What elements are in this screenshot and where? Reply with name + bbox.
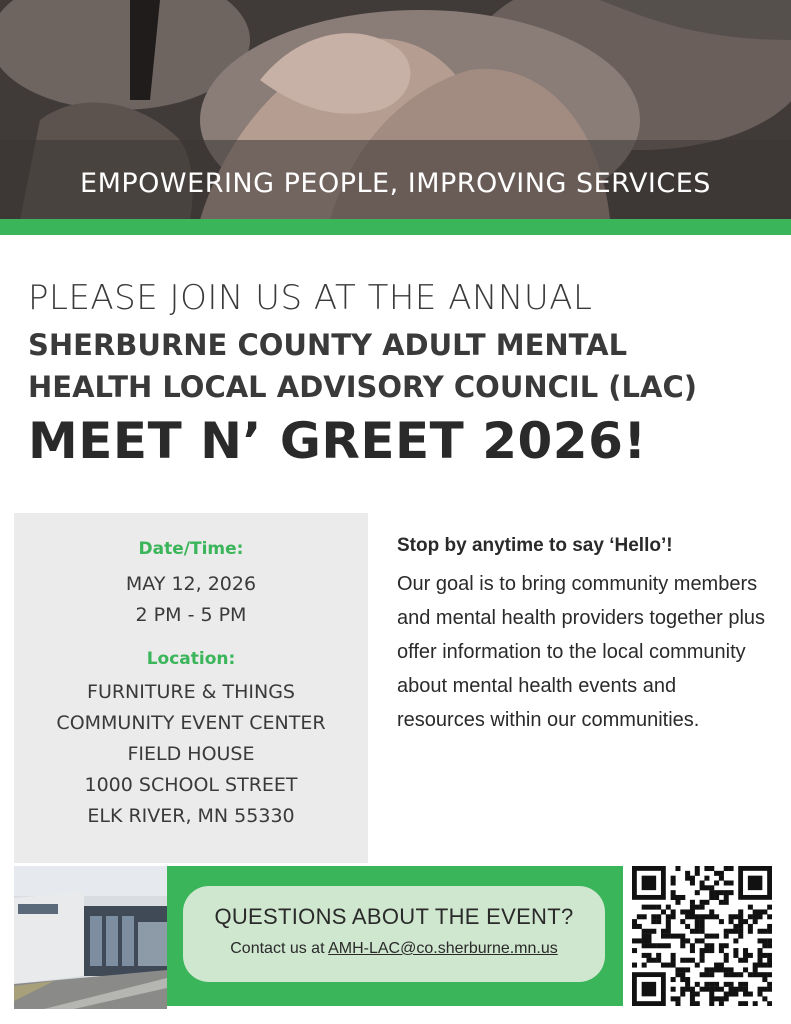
invitation-heading xyxy=(28,278,768,470)
date-time-label: Date/Time: xyxy=(138,539,244,559)
qr-code-graphic xyxy=(632,866,772,1006)
event-description xyxy=(397,535,767,737)
hero-accent-bar xyxy=(0,219,791,235)
hero-tagline: EMPOWERING PEOPLE, IMPROVING SERVICES xyxy=(80,168,711,199)
event-details-box xyxy=(14,513,368,863)
location-line: ELK RIVER, MN 55330 xyxy=(87,805,295,827)
invite-line-2: SHERBURNE COUNTY ADULT MENTAL xyxy=(28,328,628,362)
invite-line-3: HEALTH LOCAL ADVISORY COUNCIL (LAC) xyxy=(28,370,697,404)
location-line: FIELD HOUSE xyxy=(127,743,255,765)
contact-line xyxy=(183,940,605,958)
contact-prefix: Contact us at xyxy=(230,940,329,957)
event-time: 2 PM - 5 PM xyxy=(135,604,247,626)
venue-photo xyxy=(14,866,167,1009)
event-title: MEET N’ GREET 2026! xyxy=(28,412,647,470)
description-body: Our goal is to bring community members and mental health providers together plus offer information to the local community about mental health events and resources within our communities. xyxy=(397,573,766,731)
location-line: COMMUNITY EVENT CENTER xyxy=(56,712,326,734)
event-date: MAY 12, 2026 xyxy=(125,573,257,595)
contact-question: QUESTIONS ABOUT THE EVENT? xyxy=(214,904,574,929)
location-line: 1000 SCHOOL STREET xyxy=(84,774,298,796)
contact-pill xyxy=(183,886,605,982)
contact-email-link[interactable]: AMH-LAC@co.sherburne.mn.us xyxy=(328,940,558,957)
location-label: Location: xyxy=(146,649,236,669)
invite-line-1: PLEASE JOIN US AT THE ANNUAL xyxy=(28,278,593,318)
description-heading: Stop by anytime to say ‘Hello’! xyxy=(397,535,673,556)
qr-code[interactable] xyxy=(632,866,772,1006)
hero-banner xyxy=(0,0,791,220)
location-line: FURNITURE & THINGS xyxy=(87,681,295,703)
